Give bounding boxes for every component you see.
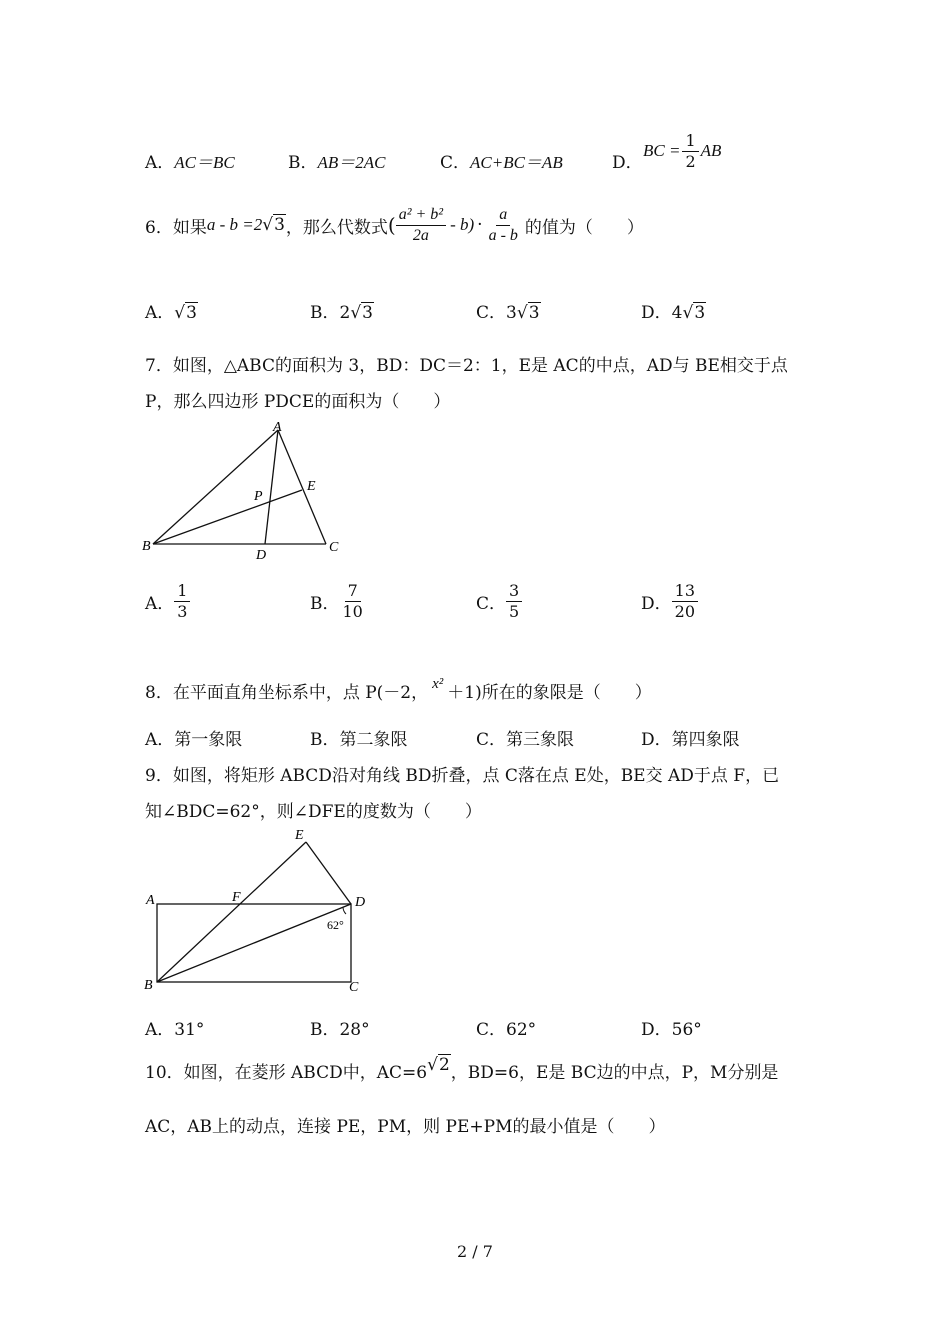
q5-option-b — [288, 148, 386, 173]
q8-option-c: C．第三象限 — [476, 730, 575, 750]
q9-stem-line-2: 知∠BDC=62°，则∠DFE的度数为（ ） — [145, 802, 482, 822]
q6-option-d: D．4√3 — [641, 303, 706, 323]
q5-option-b-expr: AB＝2AC — [317, 153, 386, 172]
q9-angle-label: 62° — [327, 918, 344, 932]
q9-label-e: E — [295, 828, 304, 843]
q9-label-f: F — [232, 890, 241, 905]
q10-stem-line-2: AC，AB上的动点，连接 PE，PM，则 PE+PM的最小值是（ ） — [145, 1117, 666, 1137]
q5-option-c — [440, 148, 563, 173]
q7-side-ac — [278, 430, 326, 544]
q9-angle-arc — [343, 907, 346, 914]
q6-condition: a - b =2 — [206, 215, 263, 235]
q5-option-c-letter: C． — [440, 153, 471, 173]
q9-option-a: A．31° — [145, 1020, 205, 1040]
q10-prefix: 10．如图，在菱形 ABCD中，AC=6 — [145, 1063, 428, 1083]
q9-diagonal-bd — [157, 904, 351, 982]
q7-stem-line-1: 7．如图，△ABC的面积为 3，BD：DC＝2：1，E是 AC的中点，AD与 BE相交于点 — [145, 356, 788, 376]
q9-segment-ed — [306, 842, 351, 904]
q9-rectangle-figure — [140, 824, 375, 996]
q8-prefix: 8．在平面直角坐标系中，点 P(－2， — [145, 683, 429, 703]
q7-option-b: B． $\frac{7}{10}$ — [310, 581, 363, 621]
q8-x-squared: x² — [432, 676, 444, 692]
q5-d-lhs: BC = — [643, 141, 681, 161]
q7-triangle-figure — [140, 418, 355, 568]
q7-side-ab — [153, 430, 278, 544]
q6-mid: ，那么代数式 — [285, 217, 388, 238]
q6-prefix: 6．如果 — [145, 217, 207, 238]
q9-option-c: C．62° — [476, 1020, 537, 1040]
q5-option-d-letter: D． — [612, 153, 643, 173]
q8-option-d: D．第四象限 — [641, 730, 740, 750]
q9-label-d: D — [355, 895, 366, 910]
q5-option-b-letter: B． — [288, 153, 318, 173]
q6-option-a: A．√3 — [145, 303, 197, 323]
q9-label-b: B — [144, 978, 153, 993]
q9-label-a: A — [146, 893, 155, 908]
q9-option-d: D．56° — [641, 1020, 702, 1040]
q8-suffix: ＋1)所在的象限是（ ） — [447, 683, 652, 703]
q5-option-a-letter: A． — [145, 153, 175, 173]
q9-option-b: B．28° — [310, 1020, 370, 1040]
q5-option-c-expr: AC+BC＝AB — [470, 153, 563, 172]
q6-suffix: 的值为（ ） — [524, 217, 644, 238]
q7-label-b: B — [142, 539, 151, 554]
q9-stem-line-1: 9．如图，将矩形 ABCD沿对角线 BD折叠，点 C落在点 E处，BE交 AD于点 F，已 — [145, 766, 780, 786]
q5-option-a — [145, 148, 235, 173]
q5-option-d-expr — [643, 132, 721, 170]
q10-stem-line-1 — [145, 1055, 779, 1083]
q5-d-fraction: $\frac{1}{2}$ — [682, 132, 698, 170]
q7-segment-ad — [265, 430, 278, 544]
q5-option-a-expr: AC＝BC — [174, 153, 235, 172]
q8-option-b: B．第二象限 — [310, 730, 408, 750]
q6-fraction-1: $\frac{\text{a² + b²}}{2a}$ — [396, 206, 446, 244]
q6-option-b: B．2√3 — [310, 303, 373, 323]
q7-label-p: P — [254, 489, 263, 504]
q6-condition-sqrt: √3 — [262, 215, 285, 236]
q7-option-d: D． $\frac{13}{20}$ — [641, 582, 698, 620]
q7-segment-be — [153, 490, 302, 544]
q10-suffix: ，BD=6，E是 BC边的中点，P，M分别是 — [450, 1063, 779, 1083]
q7-label-e: E — [307, 479, 316, 494]
q9-segment-be — [157, 842, 306, 982]
q8-option-a: A．第一象限 — [145, 730, 243, 750]
q7-option-a: A． $\frac{1}{3}$ — [145, 582, 190, 620]
q8-stem — [145, 678, 652, 703]
q7-label-d: D — [256, 548, 267, 563]
q5-d-rhs: AB — [700, 141, 722, 161]
page-number: 2 / 7 — [457, 1242, 493, 1261]
q7-stem-line-2: P，那么四边形 PDCE的面积为（ ） — [145, 392, 451, 412]
q7-label-a: A — [273, 420, 282, 435]
q7-label-c: C — [329, 540, 339, 555]
q6-fraction-2: $\frac{a}{a - b}$ — [488, 206, 518, 244]
q9-label-c: C — [349, 980, 359, 995]
q6-option-c: C．3√3 — [476, 303, 540, 323]
q7-option-c: C． $\frac{3}{5}$ — [476, 582, 522, 620]
q6-minus-b: - b) — [450, 215, 475, 235]
q6-stem: 6．如果 a - b =2 √3 ，那么代数式 ( $\frac{\text{a² + b²}}{2a}$ - b) · $\frac{a}{a - b}$ 的值为（ ） — [145, 206, 644, 244]
q10-sqrt: √2 — [427, 1055, 450, 1075]
